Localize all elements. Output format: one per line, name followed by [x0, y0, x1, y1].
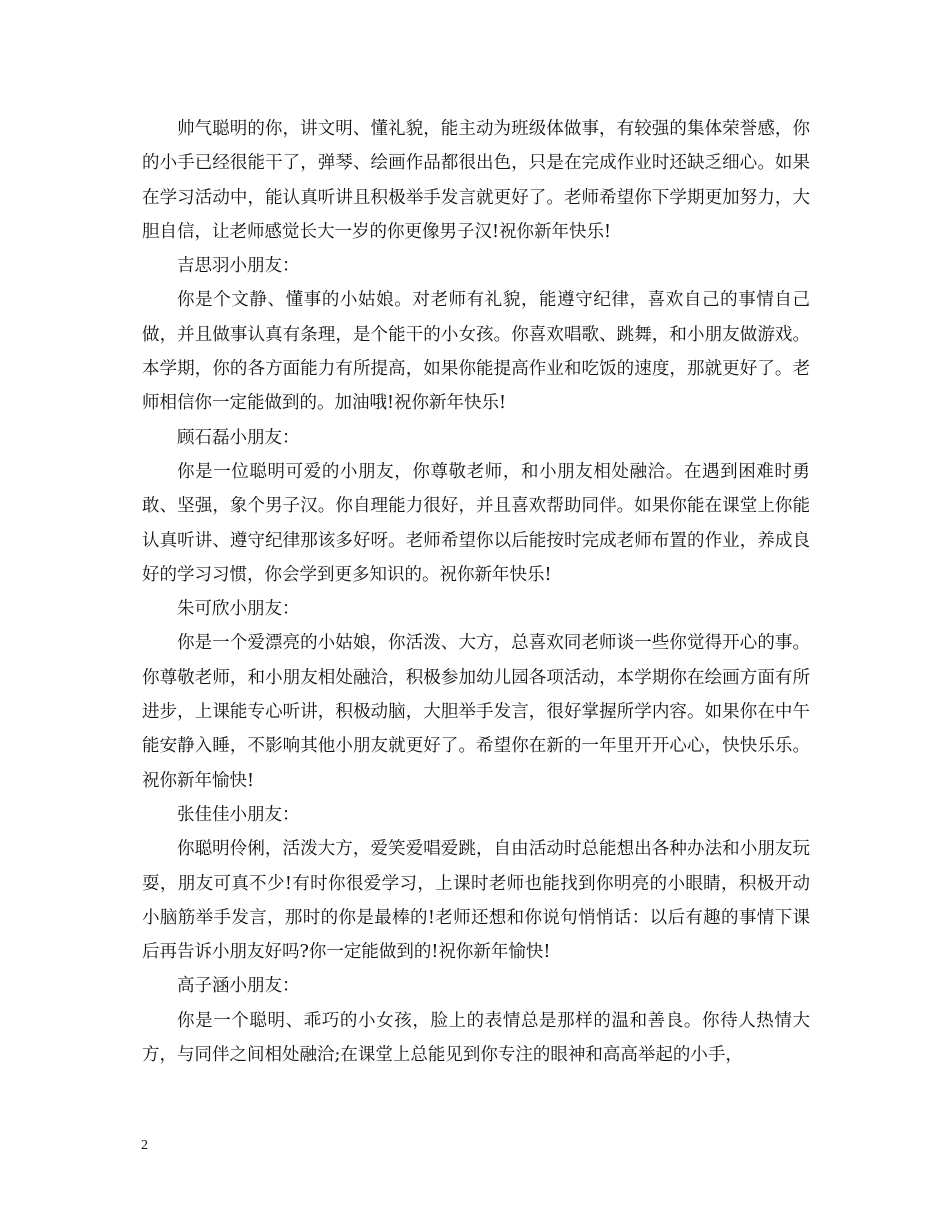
comment-paragraph: 你是一位聪明可爱的小朋友，你尊敬老师，和小朋友相处融洽。在遇到困难时勇敢、坚强，象个男子汉。你自理能力很好，并且喜欢帮助同伴。如果你能在课堂上你能认真听讲、遵守纪律那该多好呀。老师希望你以后能按时完成老师布置的作业，养成良好的学习习惯，你会学到更多知识的。祝你新年快乐!: [142, 461, 810, 585]
student-name-heading: 高子涵小朋友：: [177, 976, 300, 997]
comment-paragraph: 你是一个爱漂亮的小姑娘，你活泼、大方，总喜欢同老师谈一些你觉得开心的事。你尊敬老师，和小朋友相处融洽，积极参加幼儿园各项活动，本学期你在绘画方面有所进步，上课能专心听讲，积极动脑，大胆举手发言，很好掌握所学内容。如果你在中午能安静入睡，不影响其他小朋友就更好了。希望你在新的一年里开开心心，快快乐乐。祝你新年愉快!: [142, 633, 810, 791]
comment-paragraph: 你聪明伶俐，活泼大方，爱笑爱唱爱跳，自由活动时总能想出各种办法和小朋友玩耍，朋友可真不少!有时你很爱学习，上课时老师也能找到你明亮的小眼睛，积极开动小脑筋举手发言，那时的你是最棒的!老师还想和你说句悄悄话：以后有趣的事情下课后再告诉小朋友好吗?你一定能做到的!祝你新年愉快!: [142, 839, 810, 963]
comment-paragraph: 你是一个聪明、乖巧的小女孩，脸上的表情总是那样的温和善良。你待人热情大方，与同伴之间相处融洽;在课堂上总能见到你专注的眼神和高高举起的小手，: [142, 1010, 810, 1066]
student-name-heading: 吉思羽小朋友：: [177, 256, 300, 277]
comment-paragraph: 帅气聪明的你，讲文明、懂礼貌，能主动为班级体做事，有较强的集体荣誉感，你的小手已经很能干了，弹琴、绘画作品都很出色，只是在完成作业时还缺乏细心。如果在学习活动中，能认真听讲且积极举手发言就更好了。老师希望你下学期更加努力，大胆自信，让老师感觉长大一岁的你更像男子汉!祝你新年快乐!: [142, 119, 810, 242]
student-name-heading: 张佳佳小朋友：: [177, 804, 300, 825]
student-name-heading: 朱可欣小朋友：: [177, 599, 300, 620]
page-number: 2: [141, 1138, 148, 1153]
document-body: [142, 112, 810, 1072]
student-name-heading: 顾石磊小朋友：: [177, 427, 300, 448]
comment-paragraph: 你是个文静、懂事的小姑娘。对老师有礼貌，能遵守纪律，喜欢自己的事情自己做，并且做事认真有条理，是个能干的小女孩。你喜欢唱歌、跳舞，和小朋友做游戏。本学期，你的各方面能力有所提高，如果你能提高作业和吃饭的速度，那就更好了。老师相信你一定能做到的。加油哦!祝你新年快乐!: [142, 290, 810, 414]
